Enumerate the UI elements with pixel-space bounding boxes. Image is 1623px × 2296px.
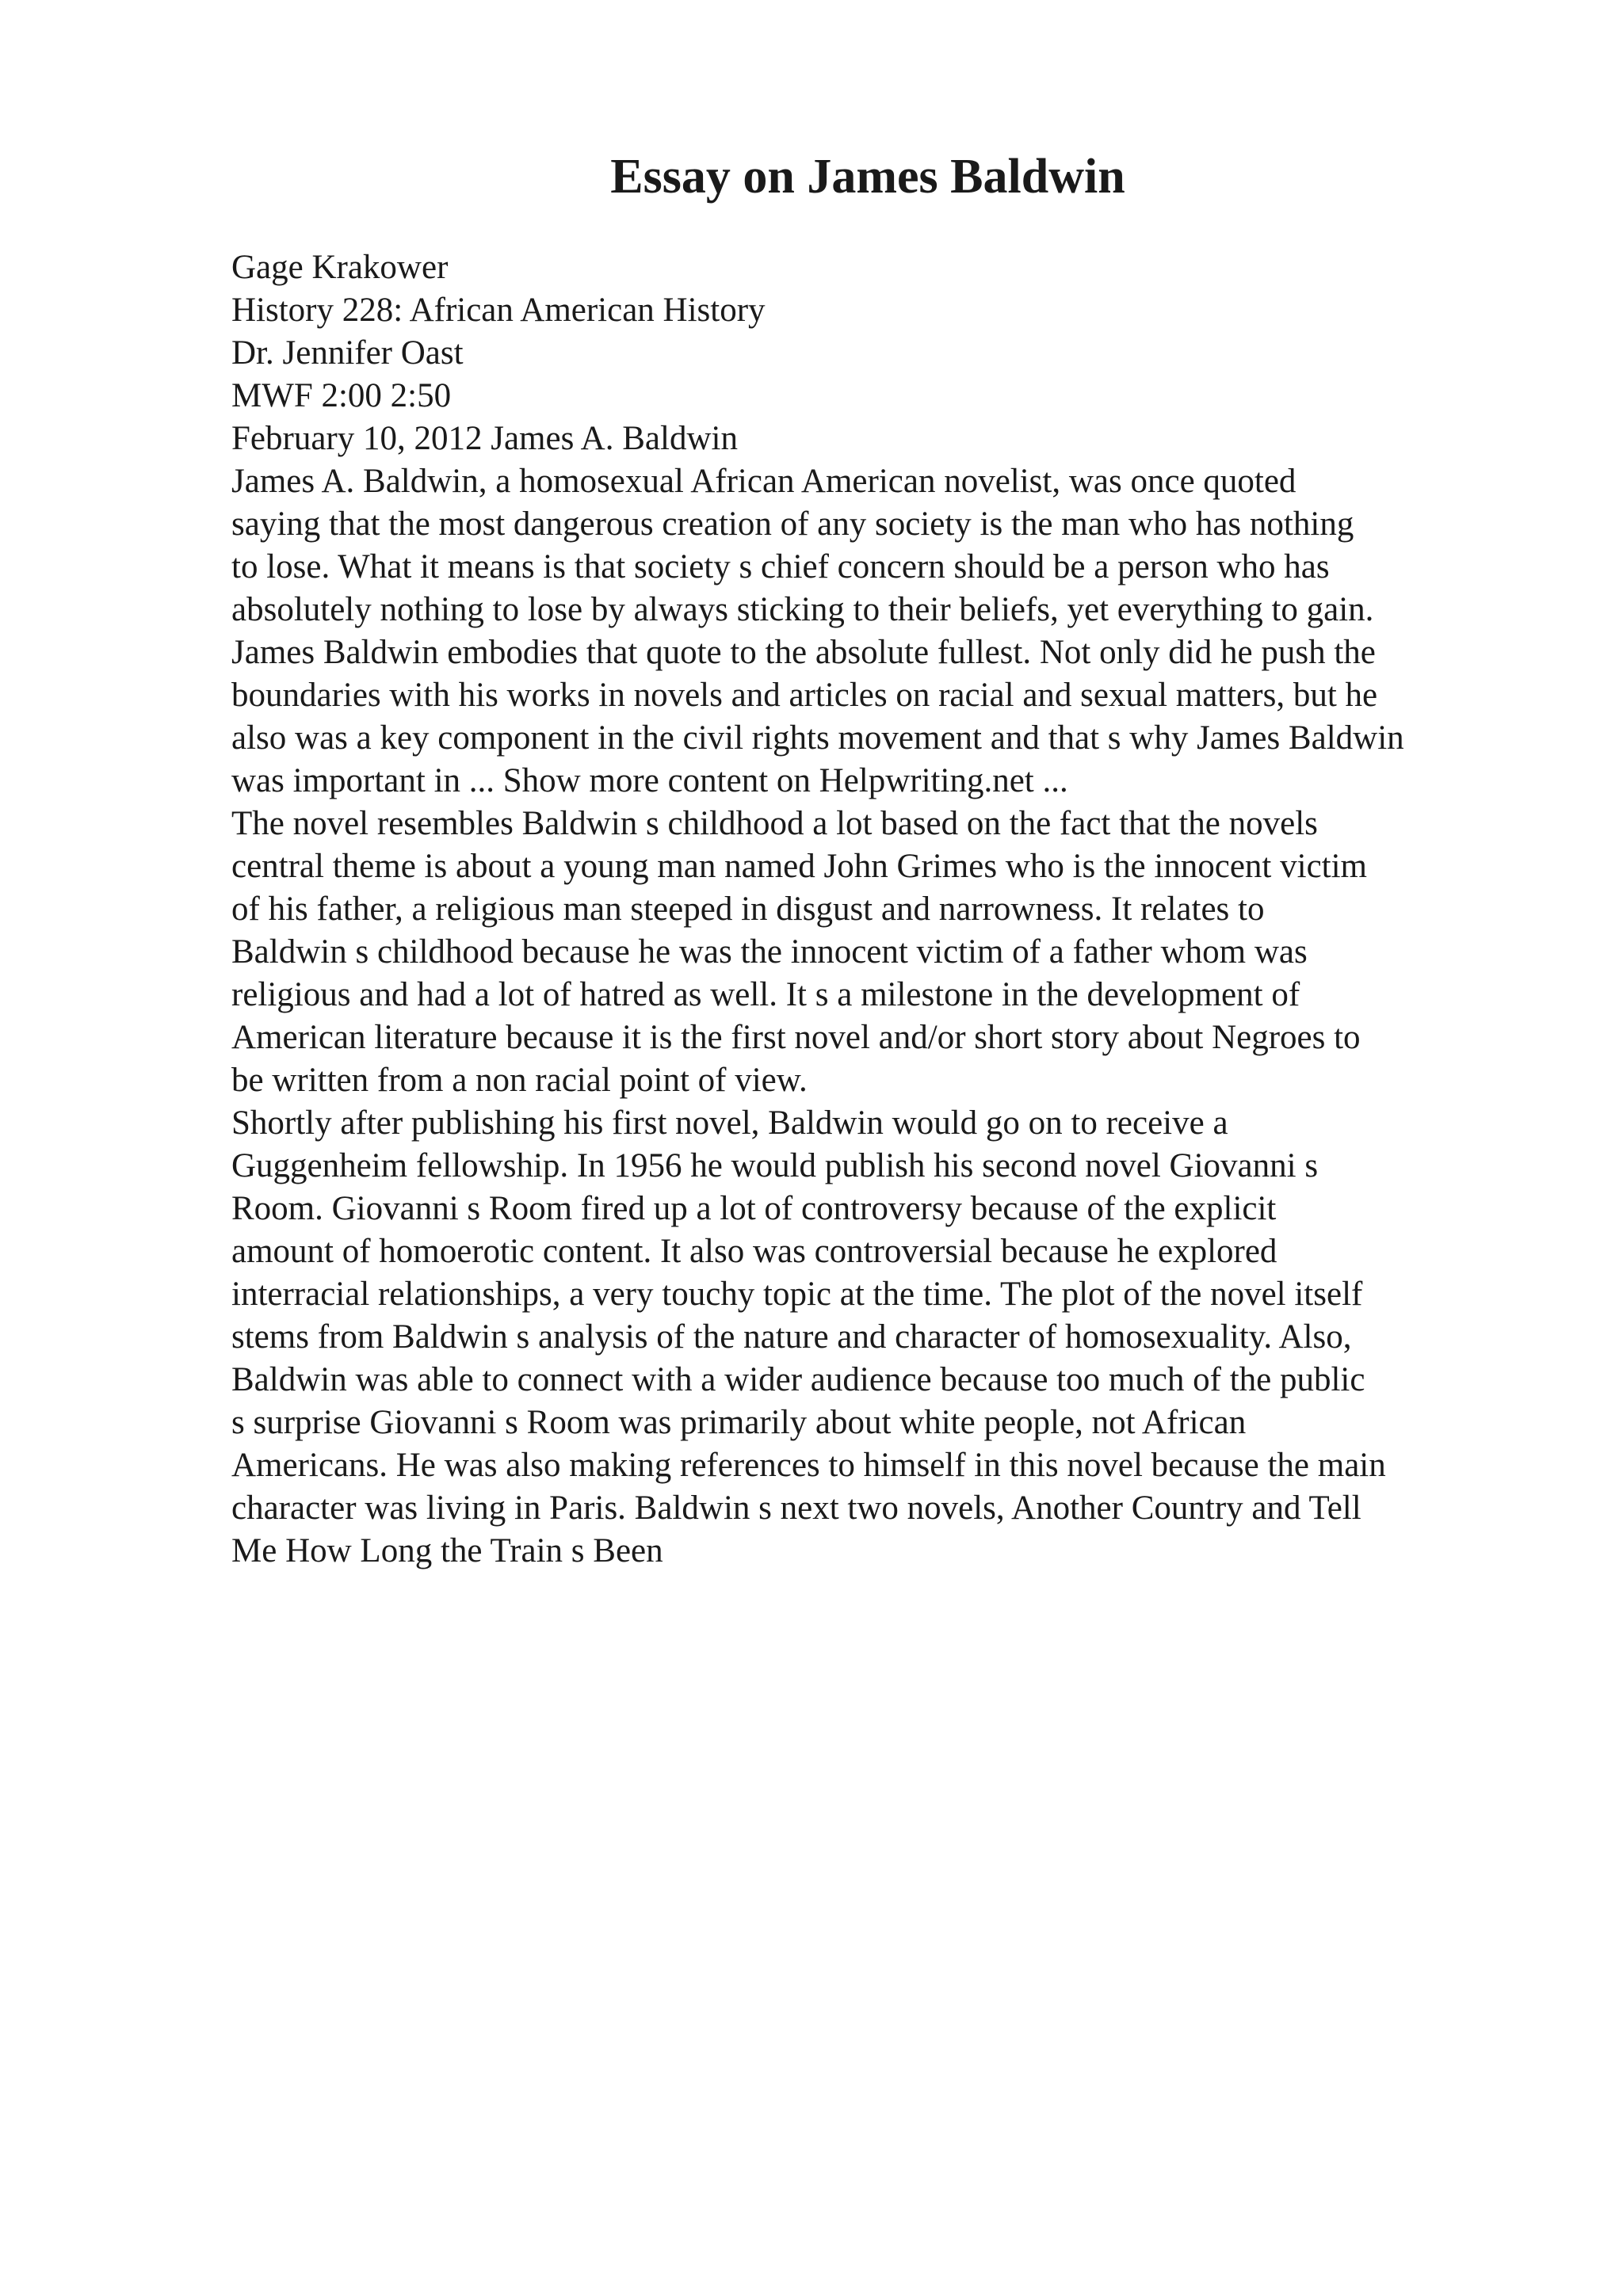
body-line: Me How Long the Train s Been <box>231 1532 663 1569</box>
body-line: boundaries with his works in novels and articles on racial and sexual matters, but he <box>231 677 1378 714</box>
body-line: central theme is about a young man named John Grimes who is the innocent victim <box>231 848 1368 885</box>
body-line: Room. Giovanni s Room fired up a lot of controversy because of the explicit <box>231 1190 1277 1227</box>
instructor-line: Dr. Jennifer Oast <box>231 334 464 372</box>
body-line: interracial relationships, a very touchy topic at the time. The plot of the novel itself <box>231 1276 1363 1313</box>
body-line: James A. Baldwin, a homosexual African American novelist, was once quoted <box>231 463 1296 500</box>
body-line: also was a key component in the civil rights movement and that s why James Baldwin <box>231 719 1404 757</box>
body-line: be written from a non racial point of view. <box>231 1062 808 1099</box>
schedule-line: MWF 2:00 2:50 <box>231 377 452 414</box>
body-line: American literature because it is the first novel and/or short story about Negroes to <box>231 1019 1361 1056</box>
author-line: Gage Krakower <box>231 249 449 286</box>
course-line: History 228: African American History <box>231 292 766 329</box>
document-body <box>231 246 1610 1573</box>
body-line: amount of homoerotic content. It also was controversial because he explored <box>231 1233 1277 1270</box>
body-line: of his father, a religious man steeped in disgust and narrowness. It relates to <box>231 891 1265 928</box>
body-line: The novel resembles Baldwin s childhood a lot based on the fact that the novels <box>231 805 1318 842</box>
body-line: religious and had a lot of hatred as well. It s a milestone in the development of <box>231 976 1300 1013</box>
body-line: Americans. He was also making references to himself in this novel because the main <box>231 1447 1386 1484</box>
body-line: James Baldwin embodies that quote to the absolute fullest. Not only did he push the <box>231 634 1376 671</box>
body-line: Baldwin s childhood because he was the innocent victim of a father whom was <box>231 933 1308 971</box>
body-line: Guggenheim fellowship. In 1956 he would publish his second novel Giovanni s <box>231 1147 1319 1184</box>
body-line: stems from Baldwin s analysis of the nature and character of homosexuality. Also, <box>231 1318 1352 1356</box>
body-line: saying that the most dangerous creation of any society is the man who has nothing <box>231 505 1354 543</box>
body-line: character was living in Paris. Baldwin s next two novels, Another Country and Tell <box>231 1489 1361 1527</box>
body-line: absolutely nothing to lose by always sticking to their beliefs, yet everything to gain. <box>231 591 1374 628</box>
body-line: Baldwin was able to connect with a wider audience because too much of the public <box>231 1361 1365 1398</box>
body-line: was important in ... Show more content on Helpwriting.net ... <box>231 762 1068 799</box>
body-line: s surprise Giovanni s Room was primarily about white people, not African <box>231 1404 1247 1441</box>
body-line: Shortly after publishing his first novel, Baldwin would go on to receive a <box>231 1104 1228 1142</box>
date-line: February 10, 2012 James A. Baldwin <box>231 420 738 457</box>
body-line: to lose. What it means is that society s chief concern should be a person who has <box>231 548 1330 585</box>
document-title: Essay on James Baldwin <box>610 150 1125 204</box>
